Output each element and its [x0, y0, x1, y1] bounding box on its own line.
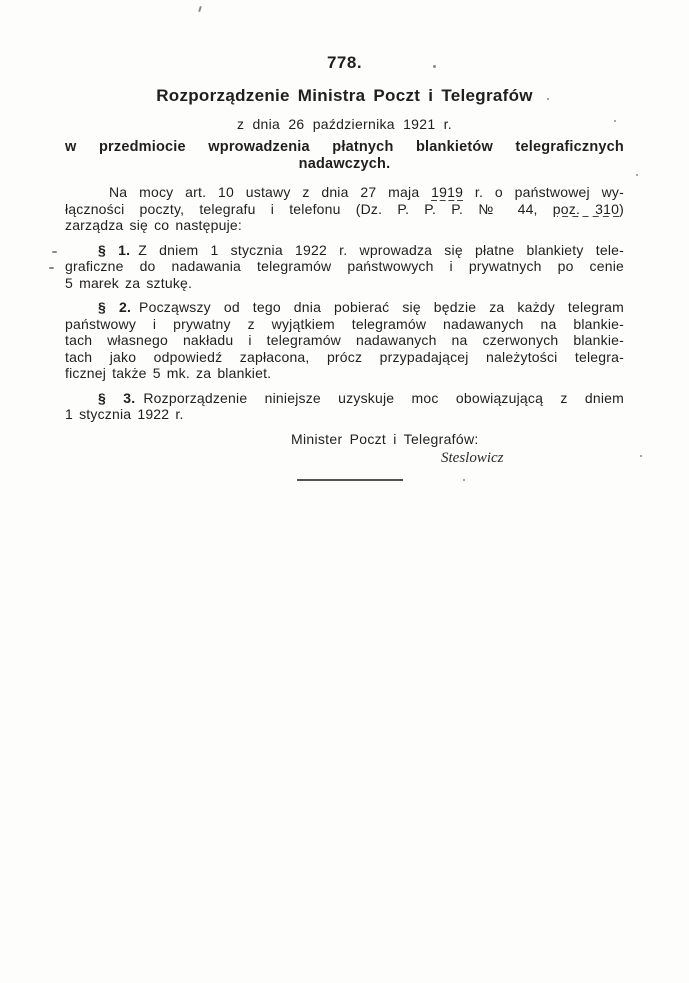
text-run: Począwszy od tego dnia pobierać się będzie za każdy telegram — [139, 299, 624, 315]
text-line — [65, 390, 624, 407]
section-label: § 1. — [98, 241, 131, 258]
pencil-underline: 1919 — [431, 184, 464, 200]
text-line — [65, 299, 624, 316]
decree-body — [65, 184, 624, 423]
section-label: § 2. — [98, 299, 132, 315]
subject-block — [65, 139, 624, 173]
pencil-underline: poz. 310 — [552, 200, 620, 217]
text-line: graficzne do nadawania telegramów państwowych i prywatnych po cenie — [65, 258, 624, 274]
text-line — [65, 242, 624, 259]
section-label: § 3. — [98, 389, 136, 406]
page-number: 778. — [326, 53, 363, 72]
text-run: łączności poczty, telegrafu i telefonu (Dz. P. P. P. — [65, 200, 479, 217]
subject-line: nadawczych. — [298, 156, 391, 172]
text-run: Z dniem 1 stycznia 1922 r. wprowadza się płatne blankiety tele- — [138, 241, 624, 258]
text-line: 5 marek za sztukę. — [65, 274, 193, 291]
text-line — [65, 201, 624, 218]
signature-name: Steslowicz — [441, 449, 504, 466]
text-line: ficznej także 5 mk. za blankiet. — [65, 365, 272, 381]
date-line: z dnia 26 października 1921 r. — [236, 116, 452, 132]
scan-artifact — [547, 98, 549, 100]
intro-paragraph — [65, 184, 624, 234]
text-run — [538, 201, 553, 217]
signature-rule-divider — [297, 479, 403, 481]
section-paragraph-2 — [65, 299, 624, 382]
scan-artifact — [640, 455, 642, 457]
signature-block — [65, 431, 624, 481]
text-run: ) — [619, 200, 624, 217]
text-line: 1 stycznia 1922 r. — [65, 406, 184, 422]
scan-artifact — [49, 267, 54, 269]
scan-artifact — [433, 65, 436, 68]
text-run: Rozporządzenie niniejsze uzyskuje moc obowiązującą z dniem — [143, 389, 624, 406]
scan-artifact — [52, 251, 57, 253]
text-line: tach własnego nakładu i telegramów nadawanych na czerwonych blankie- — [65, 332, 624, 348]
text-line: tach jako odpowiedź zapłacona, prócz przypadającej należytości telegra- — [65, 348, 624, 365]
text-line — [65, 184, 624, 201]
text-run: Na mocy art. 10 ustawy z dnia 27 maja — [109, 184, 432, 200]
section-paragraph-3 — [65, 390, 624, 423]
scan-artifact — [614, 120, 616, 122]
text-line: państwowy i prywatny z wyjątkiem telegramów nadawanych na blankie- — [65, 315, 624, 332]
pencil-underline: № 44, — [478, 200, 538, 217]
signature-role: Minister Poczt i Telegrafów: — [291, 430, 479, 447]
subject-line: w przedmiocie wprowadzenia płatnych blankietów telegraficznych — [65, 139, 624, 155]
scan-artifact — [463, 479, 465, 481]
text-line: zarządza się co następuje: — [65, 217, 242, 233]
text-run: r. o państwowej wy- — [463, 184, 624, 200]
section-paragraph-1 — [65, 242, 624, 292]
decree-title: Rozporządzenie Ministra Poczt i Telegrafów — [156, 86, 533, 105]
scan-artifact — [636, 174, 638, 176]
